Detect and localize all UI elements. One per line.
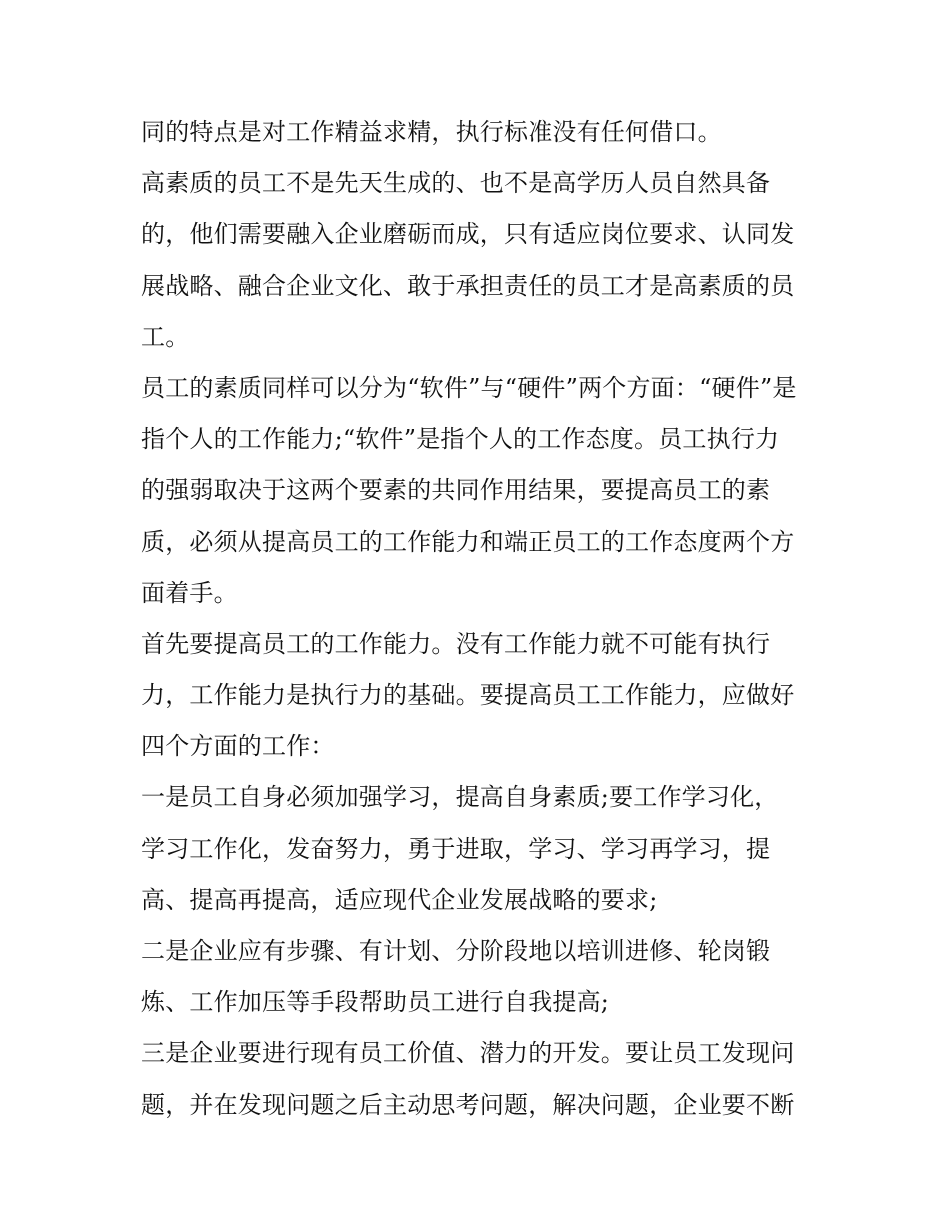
text-line: 学习工作化，发奋努力，勇于进取，学习、学习再学习，提 [141, 834, 771, 863]
text-line: 员工的素质同样可以分为“软件”与“硬件”两个方面：“硬件”是 [141, 373, 797, 402]
text-line: 高素质的员工不是先天生成的、也不是高学历人员自然具备 [141, 169, 771, 198]
text-line: 展战略、融合企业文化、敢于承担责任的员工才是高素质的员 [141, 271, 795, 300]
document-body [141, 107, 821, 1131]
text-line: 一是员工自身必须加强学习，提高自身素质;要工作学习化， [141, 783, 779, 812]
text-line: 四个方面的工作： [141, 732, 335, 761]
text-line: 同的特点是对工作精益求精，执行标准没有任何借口。 [141, 118, 722, 146]
text-line: 质，必须从提高员工的工作能力和端正员工的工作态度两个方 [141, 527, 795, 556]
text-line: 炼、工作加压等手段帮助员工进行自我提高; [141, 988, 610, 1017]
text-line: 工。 [141, 322, 190, 351]
text-line: 力，工作能力是执行力的基础。要提高员工工作能力，应做好 [141, 681, 795, 710]
text-line: 三是企业要进行现有员工价值、潜力的开发。要让员工发现问 [141, 1039, 795, 1068]
text-line: 首先要提高员工的工作能力。没有工作能力就不可能有执行 [141, 629, 771, 658]
text-line: 题，并在发现问题之后主动思考问题，解决问题，企业要不断 [141, 1090, 795, 1119]
text-line: 高、提高再提高，适应现代企业发展战略的要求; [141, 885, 658, 914]
text-line: 的，他们需要融入企业磨砺而成，只有适应岗位要求、认同发 [141, 220, 795, 249]
text-line: 指个人的工作能力;“软件”是指个人的工作态度。员工执行力 [141, 425, 780, 454]
text-line: 的强弱取决于这两个要素的共同作用结果，要提高员工的素 [141, 476, 771, 505]
text-line: 面着手。 [141, 578, 238, 607]
text-line: 二是企业应有步骤、有计划、分阶段地以培训进修、轮岗锻 [141, 937, 771, 965]
